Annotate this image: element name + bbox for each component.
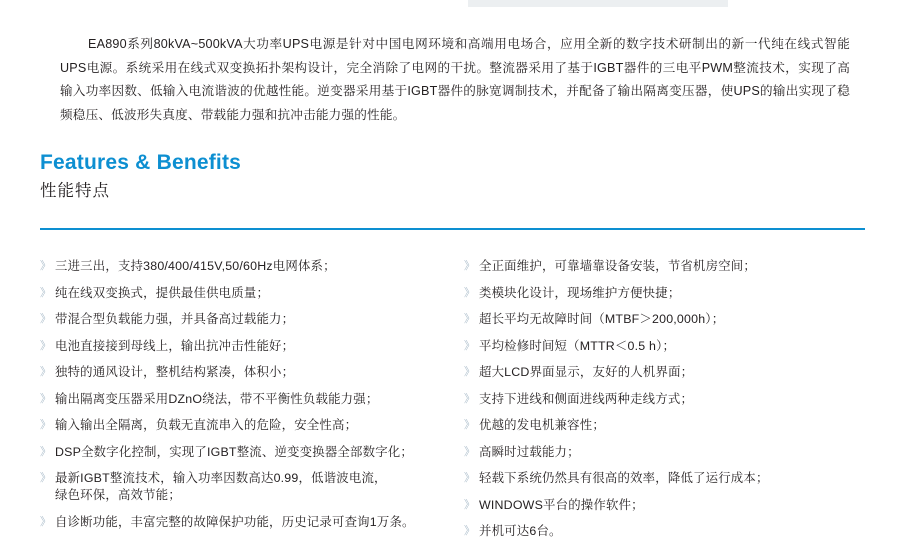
- list-item-label: 全正面维护，可靠墙靠设备安装，节省机房空间；: [479, 259, 756, 273]
- intro-paragraph-text: EA890系列80kVA~500kVA大功率UPS电源是针对中国电网环境和高端用电场合，应用全新的数字技术研制出的新一代纯在线式智能UPS电源。系统采用在线式双变换拓扑架构设计，完全消除了电网的干扰。整流器采用了基于IGBT器件的三电平PWM整流技术，实现了高输入功率因数、低输入电流谐波的优越性能。逆变器采用基于IGBT器件的脉宽调制技术，并配备了输出隔离变压器，使UPS的输出实现了稳频稳压、低波形失真度、带载能力强和抗冲击能力强的性能。: [60, 37, 850, 122]
- top-gray-band: [468, 0, 728, 7]
- bullet-icon: 》: [40, 260, 52, 272]
- list-item-label: WINDOWS平台的操作软件；: [479, 497, 644, 512]
- bullet-icon: 》: [464, 498, 476, 511]
- list-item-label: 独特的通风设计，整机结构紧凑，体积小；: [55, 365, 295, 379]
- list-item-label: 类模块化设计，现场维护方便快捷；: [479, 285, 681, 300]
- section-title-en: Features & Benefits: [40, 151, 242, 174]
- bullet-icon: 》: [40, 445, 52, 458]
- list-item-label: DSP全数字化控制，实现了IGBT整流、逆变变换器全部数字化；: [55, 444, 413, 459]
- bullet-icon: 》: [40, 392, 52, 405]
- list-item-label: 支持下进线和侧面进线两种走线方式；: [479, 391, 694, 406]
- bullet-icon: 》: [40, 286, 52, 299]
- list-item: [464, 523, 864, 540]
- bullet-icon: 》: [464, 313, 476, 325]
- list-item: [464, 391, 864, 408]
- bullet-icon: 》: [464, 339, 476, 352]
- bullet-icon: 》: [40, 515, 52, 528]
- list-item: [40, 417, 440, 434]
- list-item: [40, 444, 440, 461]
- list-item: [40, 285, 440, 302]
- bullet-icon: 》: [464, 392, 476, 405]
- list-item-label: 并机可达6台。: [479, 524, 562, 538]
- list-item-label: 带混合型负载能力强，并具备高过载能力；: [55, 312, 295, 326]
- list-item: [40, 391, 440, 408]
- features-columns: [40, 258, 870, 550]
- list-item: [464, 285, 864, 302]
- list-item-line-2: 绿色环保，高效节能；: [55, 488, 181, 502]
- list-item: [464, 470, 864, 487]
- list-item: [40, 470, 440, 504]
- bullet-icon: 》: [40, 313, 52, 325]
- features-column-right: [464, 258, 864, 550]
- list-item: [464, 364, 864, 381]
- section-heading: [40, 150, 640, 203]
- bullet-icon: 》: [40, 339, 52, 352]
- list-item: [464, 311, 864, 328]
- bullet-icon: 》: [40, 366, 52, 378]
- list-item: [40, 514, 440, 531]
- list-item-label: 优越的发电机兼容性；: [479, 418, 605, 432]
- list-item: [464, 417, 864, 434]
- bullet-icon: 》: [464, 445, 476, 458]
- list-item: [40, 364, 440, 381]
- list-item-label: 输入输出全隔离，负载无直流串入的危险，安全性高；: [55, 418, 358, 432]
- section-title-cn: 性能特点: [40, 182, 110, 200]
- list-item: [464, 497, 864, 514]
- list-item-label: [55, 470, 440, 504]
- list-item: [464, 258, 864, 275]
- list-item-label: 超长平均无故障时间（MTBF＞200,000h）；: [479, 312, 725, 326]
- list-item: [40, 258, 440, 275]
- features-column-left: [40, 258, 440, 550]
- list-item-label: 平均检修时间短（MTTR＜0.5 h）；: [479, 338, 676, 353]
- bullet-icon: 》: [40, 472, 52, 484]
- intro-paragraph: [60, 33, 850, 127]
- top-decorative-strip: [0, 0, 905, 12]
- list-item-label: 超大LCD界面显示，友好的人机界面；: [479, 365, 694, 379]
- list-item: [464, 444, 864, 461]
- bullet-icon: 》: [464, 366, 476, 378]
- list-item-label: 纯在线双变换式，提供最佳供电质量；: [55, 285, 270, 300]
- bullet-icon: 》: [464, 525, 476, 537]
- bullet-icon: 》: [40, 419, 52, 431]
- bullet-icon: 》: [464, 419, 476, 431]
- bullet-icon: 》: [464, 472, 476, 484]
- bullet-icon: 》: [464, 286, 476, 299]
- list-item: [40, 311, 440, 328]
- list-item-label: 三进三出，支持380/400/415V,50/60Hz电网体系；: [55, 259, 336, 273]
- section-divider: [40, 228, 865, 230]
- list-item-line-1: 最新IGBT整流技术，输入功率因数高达0.99，低谐波电流，: [55, 471, 387, 485]
- list-item-label: 高瞬时过载能力；: [479, 444, 580, 459]
- list-item-label: 轻载下系统仍然具有很高的效率，降低了运行成本；: [479, 471, 769, 485]
- list-item-label: 电池直接接到母线上，输出抗冲击性能好；: [55, 338, 295, 353]
- bullet-icon: 》: [464, 260, 476, 272]
- list-item: [40, 338, 440, 355]
- list-item-label: 输出隔离变压器采用DZnO绕法，带不平衡性负载能力强；: [55, 391, 379, 406]
- list-item: [464, 338, 864, 355]
- list-item-label: 自诊断功能，丰富完整的故障保护功能，历史记录可查询1万条。: [55, 514, 415, 529]
